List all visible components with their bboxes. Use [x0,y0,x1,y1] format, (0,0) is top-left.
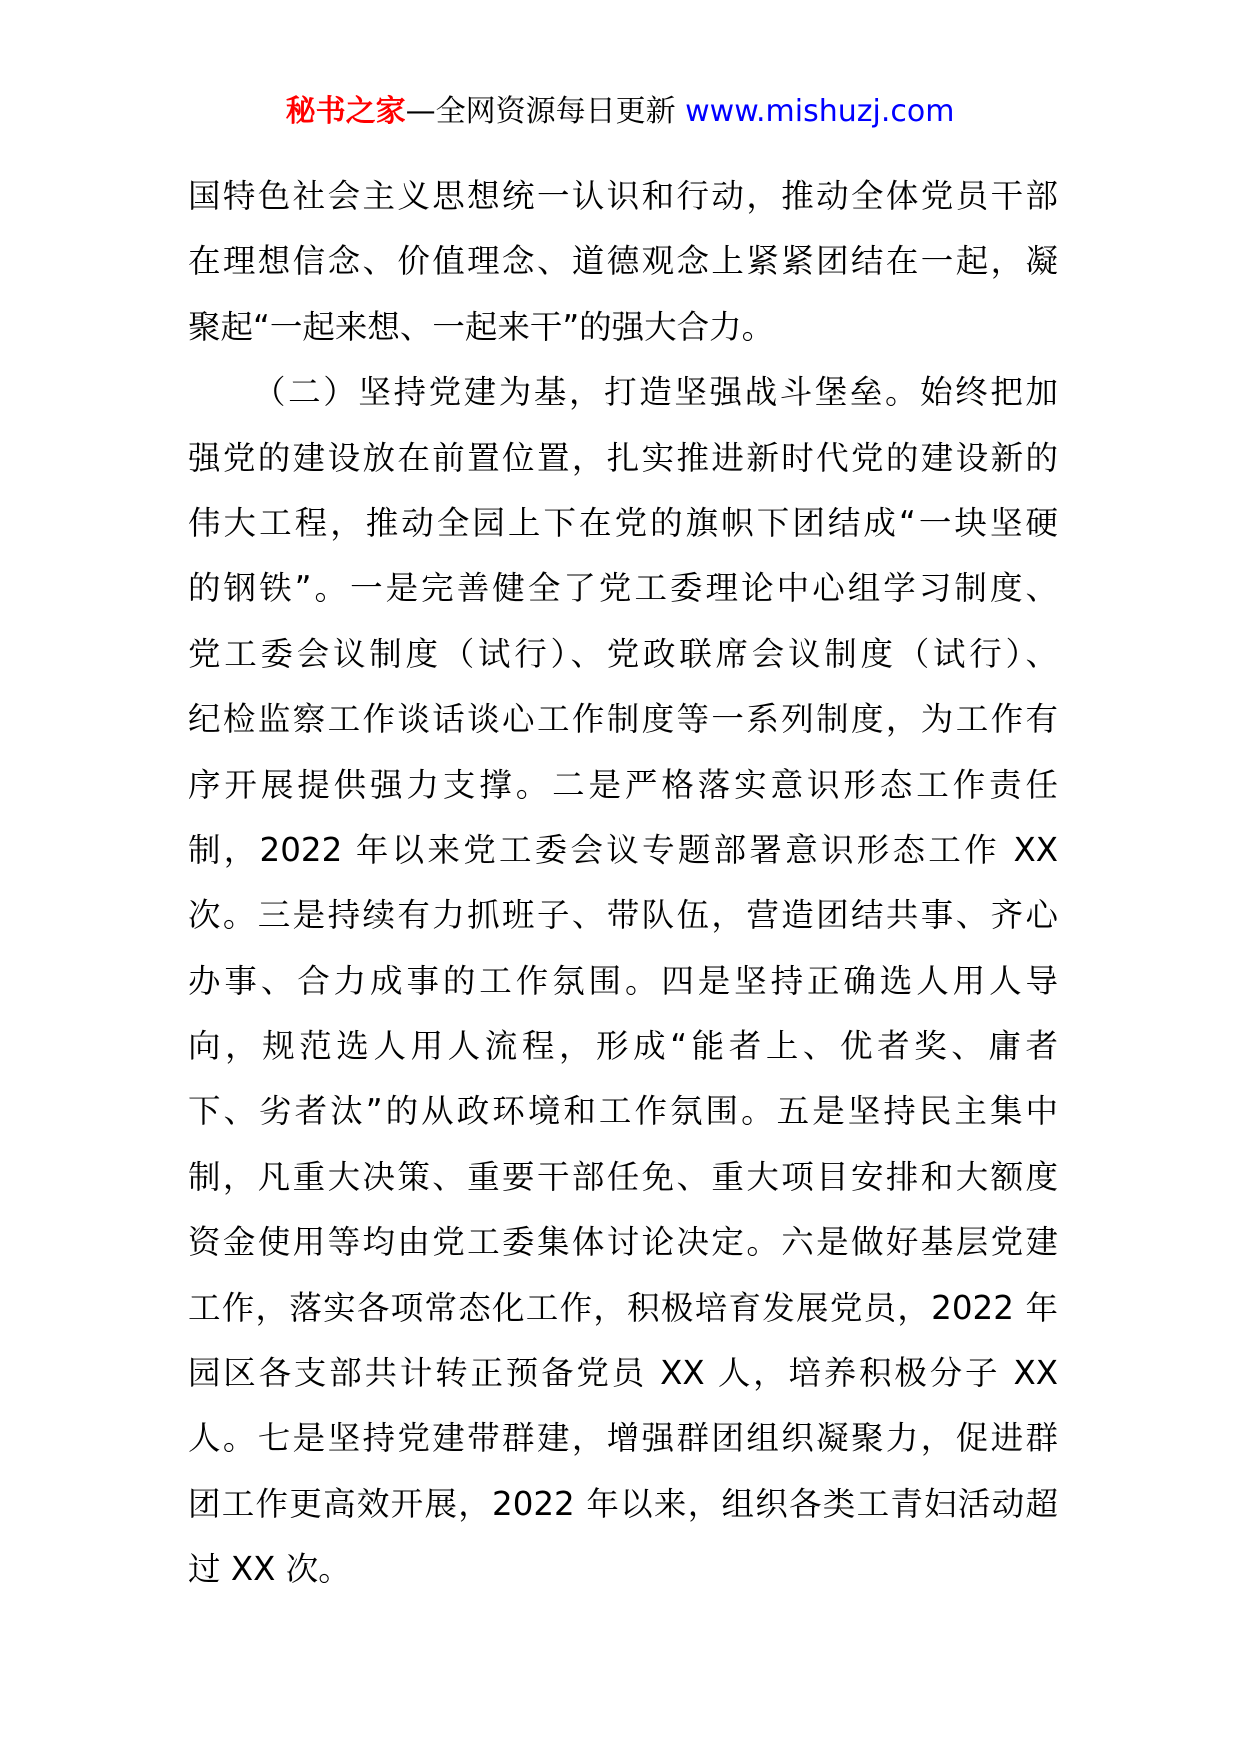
paragraph-section-two [188,360,1058,1602]
text-line: 向，规范选人用人流程，形成“能者上、优者奖、庸者 [188,1027,1058,1066]
text-line: 人。七是坚持党建带群建，增强群团组织凝聚力，促进群 [188,1419,1058,1458]
text-line: 的钢铁”。一是完善健全了党工委理论中心组学习制度、 [188,569,1058,608]
text-line: 伟大工程，推动全园上下在党的旗帜下团结成“一块坚硬 [188,503,1058,542]
text-line: 纪检监察工作谈话谈心工作制度等一系列制度，为工作有 [188,700,1058,739]
section-heading-line: （二）坚持党建为基，打造坚强战斗堡垒。始终把加 [253,373,1058,412]
document-body [188,164,1058,1603]
paragraph-continuation [188,164,1058,360]
text-line: 在理想信念、价值理念、道德观念上紧紧团结在一起，凝 [188,242,1058,281]
text-line: 聚起“一起来想、一起来干”的强大合力。 [188,307,775,346]
text-line: 资金使用等均由党工委集体讨论决定。六是做好基层党建 [188,1223,1058,1262]
text-line: 制，凡重大决策、重要干部任免、重大项目安排和大额度 [188,1157,1058,1196]
text-line: 下、劣者汰”的从政环境和工作氛围。五是坚持民主集中 [188,1092,1058,1131]
page-header [0,92,1240,132]
text-line: 园区各支部共计转正预备党员 XX 人，培养积极分子 XX [188,1354,1058,1393]
site-brand: 秘书之家 [285,94,406,129]
text-line: 党工委会议制度（试行）、党政联席会议制度（试行）、 [188,634,1058,673]
text-line: 制，2022 年以来党工委会议专题部署意识形态工作 XX [188,830,1058,869]
text-line: 序开展提供强力支撑。二是严格落实意识形态工作责任 [188,765,1058,804]
text-line: 办事、合力成事的工作氛围。四是坚持正确选人用人导 [188,961,1058,1000]
site-tagline: —全网资源每日更新 [405,94,686,129]
text-line: 过 XX 次。 [188,1550,351,1589]
text-line: 次。三是持续有力抓班子、带队伍，营造团结共事、齐心 [188,896,1058,935]
text-line: 国特色社会主义思想统一认识和行动，推动全体党员干部 [188,177,1058,215]
site-url-link[interactable]: www.mishuzj.com [685,94,955,129]
text-line: 强党的建设放在前置位置，扎实推进新时代党的建设新的 [188,438,1058,477]
text-line: 工作，落实各项常态化工作，积极培育发展党员，2022 年 [188,1288,1058,1327]
text-line: 团工作更高效开展，2022 年以来，组织各类工青妇活动超 [188,1484,1058,1523]
